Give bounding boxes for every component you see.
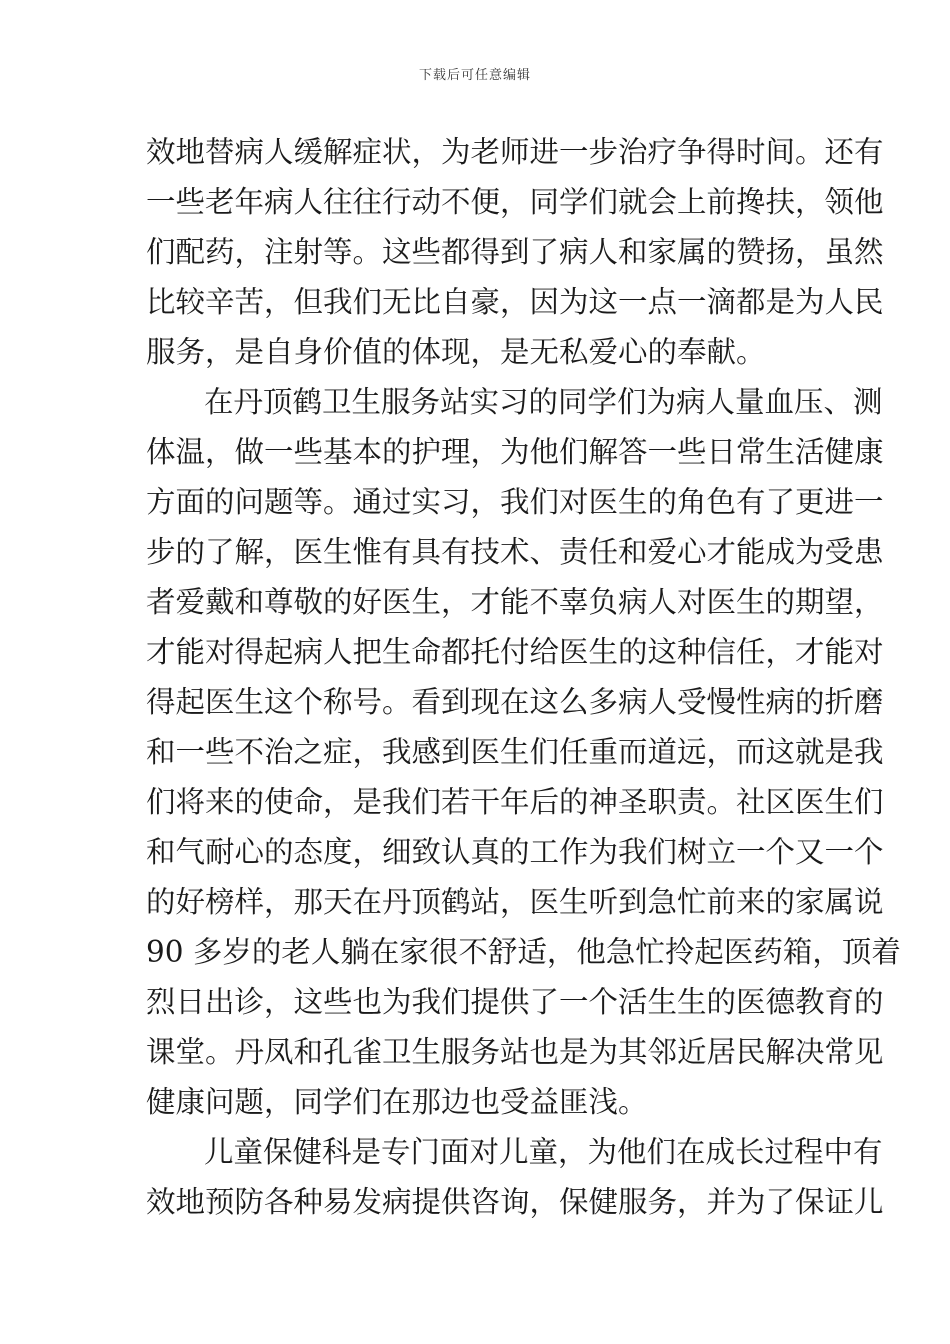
text-line: 和气耐心的态度，细致认真的工作为我们树立一个又一个 (146, 835, 884, 869)
text-line: 效地预防各种易发病提供咨询，保健服务，并为了保证儿 (146, 1185, 884, 1219)
text-line: 方面的问题等。通过实习，我们对医生的角色有了更进一 (146, 485, 884, 519)
paragraph-first-line: 在丹顶鹤卫生服务站实习的同学们为病人量血压、测 (204, 385, 883, 419)
text-line: 一些老年病人往往行动不便，同学们就会上前搀扶，领他 (146, 185, 884, 219)
paragraph-first-line: 儿童保健科是专门面对儿童，为他们在成长过程中有 (204, 1135, 883, 1169)
text-line: 的好榜样，那天在丹顶鹤站，医生听到急忙前来的家属说 (146, 885, 884, 919)
text-line: 体温，做一些基本的护理，为他们解答一些日常生活健康 (146, 435, 884, 469)
page-header: 下载后可任意编辑 (418, 68, 531, 83)
text-line: 们将来的使命，是我们若干年后的神圣职责。社区医生们 (146, 785, 884, 819)
text-line: 者爱戴和尊敬的好医生，才能不辜负病人对医生的期望， (146, 585, 884, 619)
text-line: 健康问题，同学们在那边也受益匪浅。 (146, 1085, 648, 1119)
text-line: 得起医生这个称号。看到现在这么多病人受慢性病的折磨 (146, 685, 884, 719)
text-line: 效地替病人缓解症状，为老师进一步治疗争得时间。还有 (146, 135, 884, 169)
text-line: 比较辛苦，但我们无比自豪，因为这一点一滴都是为人民 (146, 285, 884, 319)
text-line: 和一些不治之症，我感到医生们任重而道远，而这就是我 (146, 735, 884, 769)
text-line: 90 多岁的老人躺在家很不舒适，他急忙拎起医药箱，顶着 (146, 935, 901, 969)
text-line: 才能对得起病人把生命都托付给医生的这种信任，才能对 (146, 635, 884, 669)
text-line: 们配药，注射等。这些都得到了病人和家属的赞扬，虽然 (146, 235, 884, 269)
text-line: 步的了解，医生惟有具有技术、责任和爱心才能成为受患 (146, 535, 884, 569)
text-line: 服务，是自身价值的体现，是无私爱心的奉献。 (146, 335, 766, 369)
text-line: 烈日出诊，这些也为我们提供了一个活生生的医德教育的 (146, 985, 884, 1019)
text-line: 课堂。丹凤和孔雀卫生服务站也是为其邻近居民解决常见 (146, 1035, 884, 1069)
